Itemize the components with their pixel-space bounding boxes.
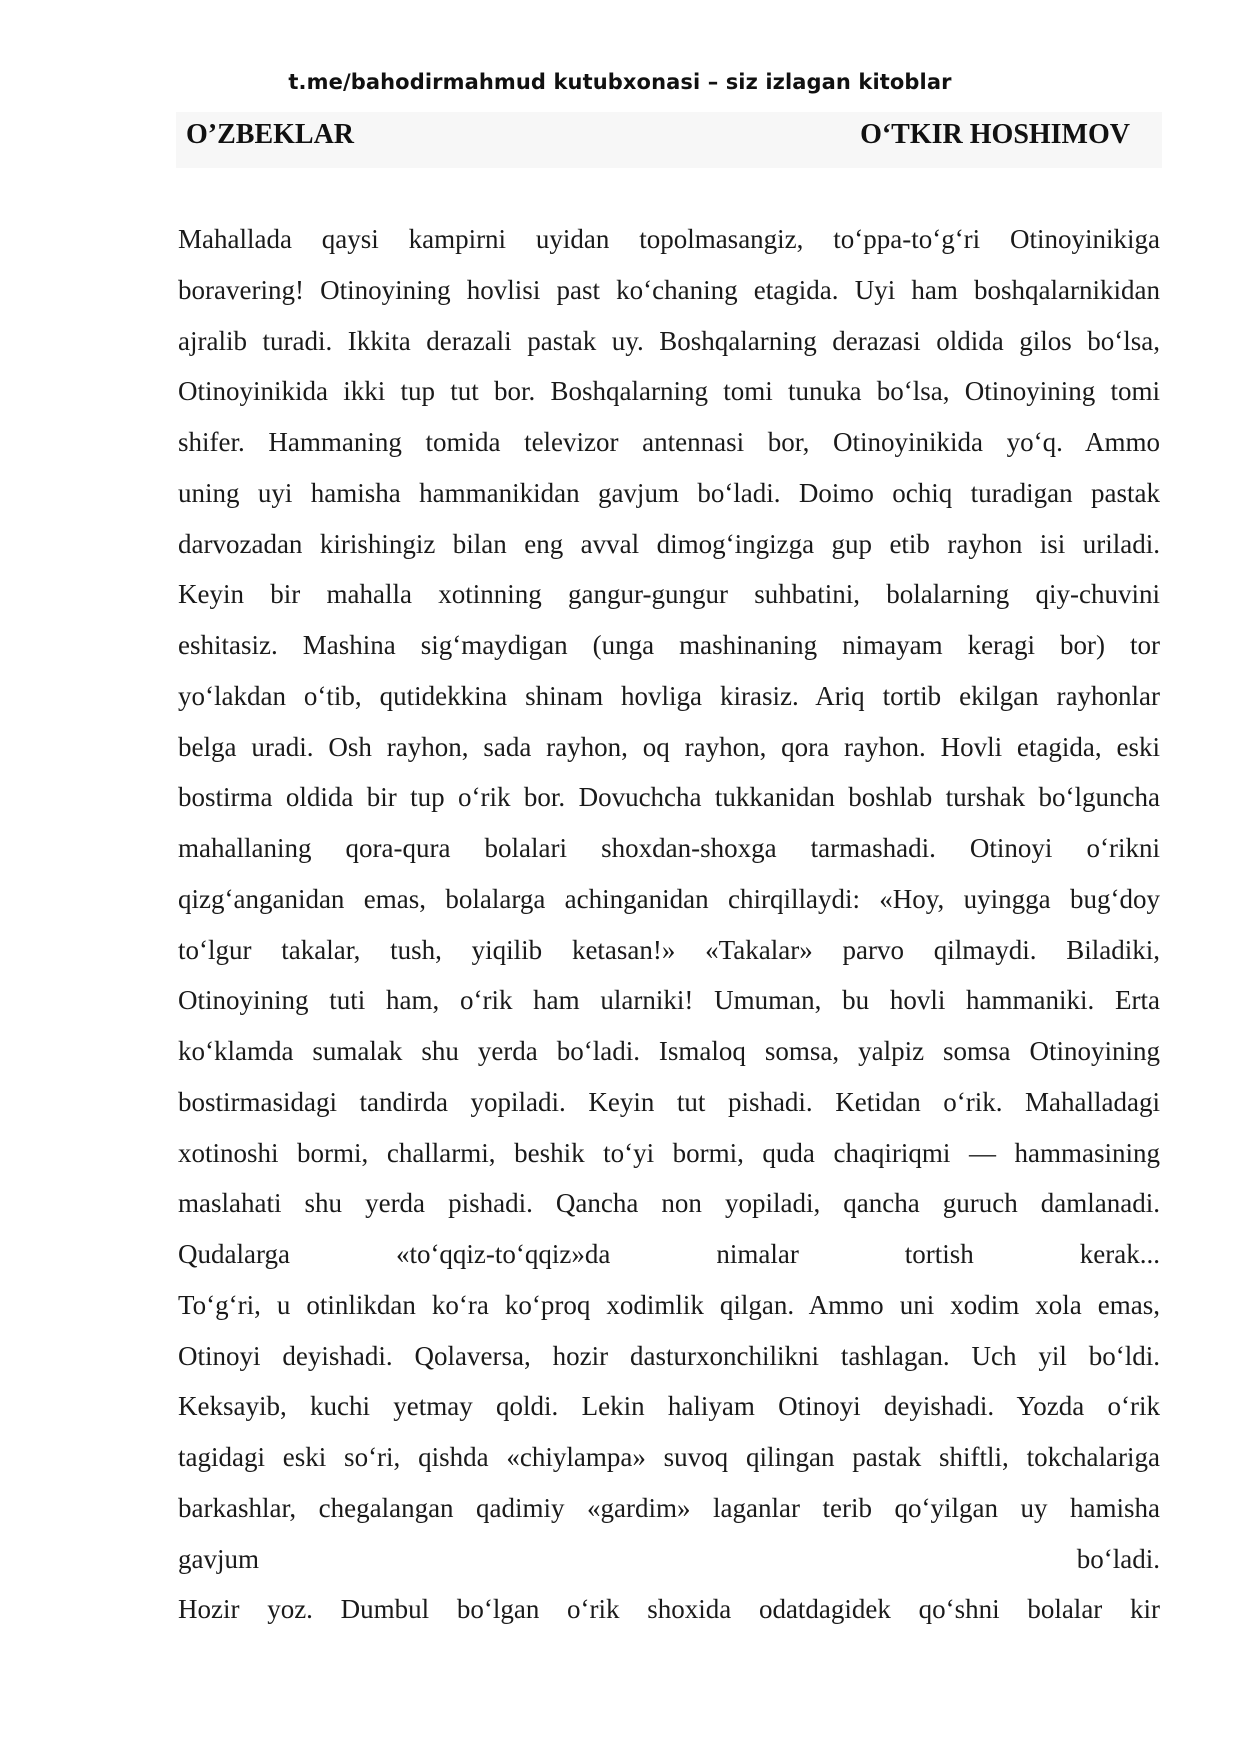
text-line: eshitasiz. Mashina sig‘maydigan (unga mashinaning nimayam keragi bor) tor bbox=[178, 630, 1160, 660]
text-line: Keksayib, kuchi yetmay qoldi. Lekin haliyam Otinoyi deyishadi. Yozda o‘rik bbox=[178, 1391, 1160, 1422]
text-line: tagidagi eski so‘ri, qishda «chiylampa» suvoq qilingan pastak shiftli, tokchalariga bbox=[178, 1442, 1160, 1472]
text-line: barkashlar, chegalangan qadimiy «gardim» laganlar terib qo‘yilgan uy hamisha bbox=[178, 1492, 1160, 1523]
text-line: bostirma oldida bir tup o‘rik bor. Dovuchcha tukkanidan boshlab turshak bo‘lguncha bbox=[178, 782, 1160, 813]
body-text bbox=[178, 214, 1160, 1635]
text-line: boravering! Otinoyining hovlisi past ko‘chaning etagida. Uyi ham boshqalarnikidan bbox=[178, 274, 1160, 305]
text-line: ko‘klamda sumalak shu yerda bo‘ladi. Ismaloq somsa, yalpiz somsa Otinoyining bbox=[178, 1036, 1160, 1066]
text-line: To‘g‘ri, u otinlikdan ko‘ra ko‘proq xodimlik qilgan. Ammo uni xodim xola emas, bbox=[178, 1289, 1160, 1320]
text-line: Otinoyinikida ikki tup tut bor. Boshqalarning tomi tunuka bo‘lsa, Otinoyining tomi bbox=[178, 376, 1160, 407]
text-line: yo‘lakdan o‘tib, qutidekkina shinam hovliga kirasiz. Ariq tortib ekilgan rayhonlar bbox=[178, 680, 1160, 711]
text-line: shifer. Hammaning tomida televizor antennasi bor, Otinoyinikida yo‘q. Ammo bbox=[178, 427, 1160, 457]
text-line: belga uradi. Osh rayhon, sada rayhon, oq rayhon, qora rayhon. Hovli etagida, eski bbox=[178, 731, 1160, 762]
text-line: xotinoshi bormi, challarmi, beshik to‘yi bormi, quda chaqiriqmi — hammasining bbox=[178, 1137, 1160, 1168]
text-line: Otinoyi deyishadi. Qolaversa, hozir dasturxonchilikni tashlagan. Uch yil bo‘ldi. bbox=[178, 1340, 1160, 1371]
author-name: O‘TKIR HOSHIMOV bbox=[860, 119, 1130, 150]
text-line: Qudalarga «to‘qqiz-to‘qqiz»da nimalar tortish kerak... bbox=[178, 1239, 1160, 1269]
text-line: Otinoyining tuti ham, o‘rik ham ularniki! Umuman, bu hovli hammaniki. Erta bbox=[178, 985, 1160, 1016]
text-line: uning uyi hamisha hammanikidan gavjum bo‘ladi. Doimo ochiq turadigan pastak bbox=[178, 477, 1160, 508]
text-line: ajralib turadi. Ikkita derazali pastak uy. Boshqalarning derazasi oldida gilos bo‘lsa, bbox=[178, 325, 1160, 356]
book-title: O’ZBEKLAR bbox=[186, 119, 355, 150]
text-line: maslahati shu yerda pishadi. Qancha non yopiladi, qancha guruch damlanadi. bbox=[178, 1188, 1160, 1219]
watermark-text: t.me/bahodirmahmud kutubxonasi – siz izlagan kitoblar bbox=[288, 70, 952, 94]
text-line: mahallaning qora-qura bolalari shoxdan-shoxga tarmashadi. Otinoyi o‘rikni bbox=[178, 833, 1160, 863]
text-line: bostirmasidagi tandirda yopiladi. Keyin tut pishadi. Ketidan o‘rik. Mahalladagi bbox=[178, 1086, 1160, 1117]
text-line: qizg‘anganidan emas, bolalarga achinganidan chirqillaydi: «Hoy, uyingga bug‘doy bbox=[178, 883, 1160, 914]
text-line: darvozadan kirishingiz bilan eng avval dimog‘ingizga gup etib rayhon isi uriladi. bbox=[178, 528, 1160, 559]
text-line: Hozir yoz. Dumbul bo‘lgan o‘rik shoxida odatdagidek qo‘shni bolalar kir bbox=[178, 1594, 1160, 1625]
text-line: to‘lgur takalar, tush, yiqilib ketasan!» «Takalar» parvo qilmaydi. Biladiki, bbox=[178, 934, 1160, 965]
text-line: gavjum bo‘ladi. bbox=[178, 1543, 1160, 1574]
text-line: Mahallada qaysi kampirni uyidan topolmasangiz, to‘ppa-to‘g‘ri Otinoyinikiga bbox=[178, 224, 1160, 254]
text-line: Keyin bir mahalla xotinning gangur-gungur suhbatini, bolalarning qiy-chuvini bbox=[178, 579, 1160, 610]
